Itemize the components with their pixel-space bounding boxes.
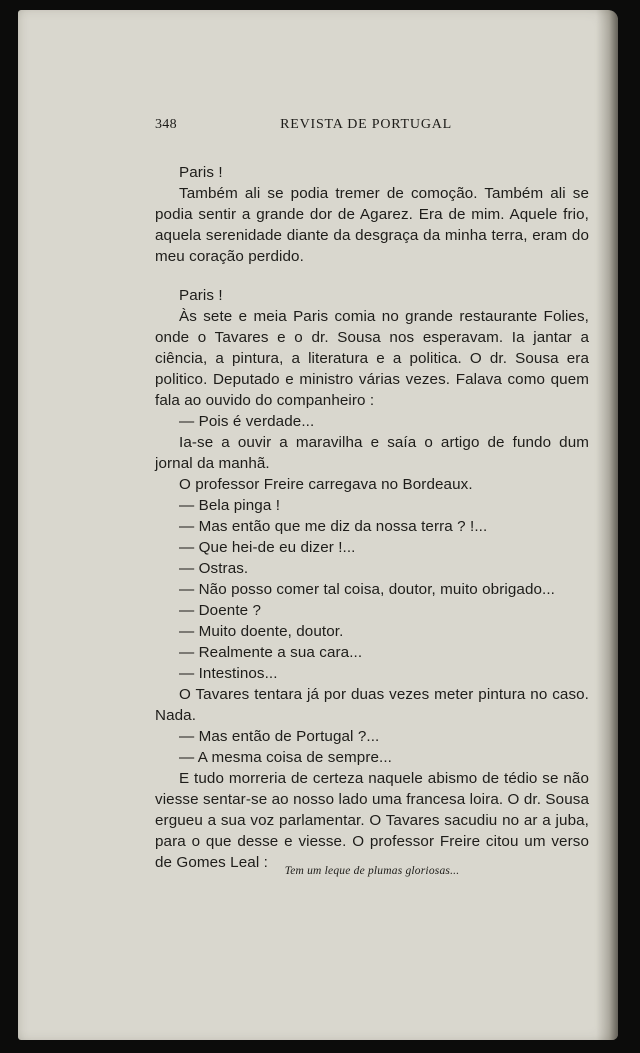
dialogue-line: — Mas então de Portugal ?...: [179, 728, 380, 745]
paragraph-gap: [155, 267, 589, 285]
page-header: [155, 117, 466, 133]
dialogue-line: — Não posso comer tal coisa, doutor, muito obrigado...: [179, 581, 555, 598]
page-number: 348: [155, 117, 177, 132]
running-head: REVISTA DE PORTUGAL: [280, 117, 452, 132]
dialogue-line: — Mas então que me diz da nossa terra ? !...: [179, 518, 488, 535]
page-gutter-shadow: [596, 10, 618, 1040]
dialogue-line: — Muito doente, doutor.: [179, 623, 344, 640]
paragraph: Às sete e meia Paris comia no grande restaurante Folies, onde o Tavares e o dr. Sousa nos esperavam. Ia jantar a ciência, a pintura, a literatura e a politica. O dr. Sousa era politico. Deputado e ministro várias vezes. Falava como quem fala ao ouvido do companheiro :: [155, 308, 589, 409]
paragraph: O Tavares tentara já por duas vezes meter pintura no caso. Nada.: [155, 686, 589, 724]
dialogue-line: — Que hei-de eu dizer !...: [179, 539, 356, 556]
dialogue-line: — Ostras.: [179, 560, 249, 577]
dialogue-line: — Realmente a sua cara...: [179, 644, 363, 661]
paragraph: O professor Freire carregava no Bordeaux.: [179, 476, 473, 493]
paragraph: Paris !: [179, 164, 223, 181]
dialogue-line: — Bela pinga !: [179, 497, 281, 514]
paragraph: E tudo morreria de certeza naquele abismo de tédio se não viesse sentar-se ao nosso lado uma francesa loira. O dr. Sousa ergueu a sua voz parlamentar. O Tavares sacudiu no ar a juba, para o que desse e viesse. O professor Freire citou um verso de Gomes Leal :: [155, 770, 589, 871]
paragraph: Paris !: [179, 287, 223, 304]
dialogue-line: — Pois é verdade...: [179, 413, 315, 430]
paragraph: Ia-se a ouvir a maravilha e saía o artigo de fundo dum jornal da manhã.: [155, 434, 589, 472]
dialogue-line: — Intestinos...: [179, 665, 278, 682]
paragraph: Também ali se podia tremer de comoção. Também ali se podia sentir a grande dor de Agarez. Era de mim. Aquele frio, aquela serenidade diante da desgraça da minha terra, eram do meu coração perdido.: [155, 185, 589, 265]
dialogue-line: — Doente ?: [179, 602, 262, 619]
dialogue-line: — A mesma coisa de sempre...: [179, 749, 392, 766]
body-text: [155, 162, 589, 873]
book-page: [18, 10, 618, 1040]
verse-quote: Tem um leque de plumas gloriosas...: [284, 865, 460, 877]
